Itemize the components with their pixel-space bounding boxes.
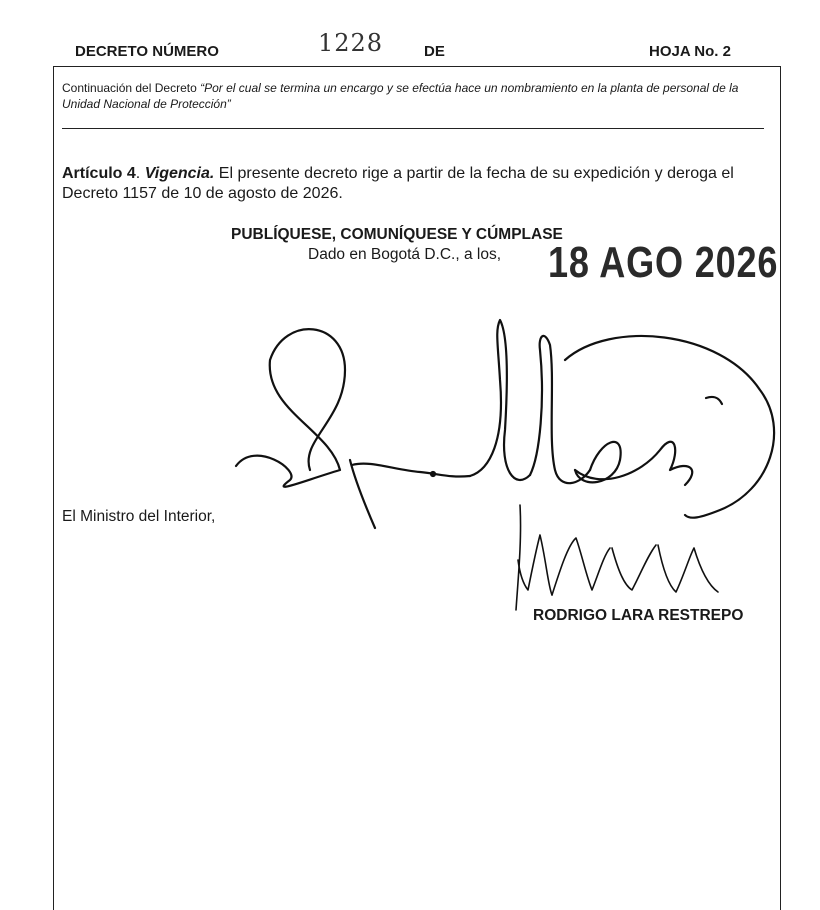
- article-text: El presente decreto rige a partir de la fecha de su expedición y deroga el Decreto 1157 de 10 de agosto de 2026.: [62, 165, 734, 202]
- publish-clause: PUBLÍQUESE, COMUNÍQUESE Y CÚMPLASE: [231, 226, 563, 243]
- page-number-label: HOJA No. 2: [649, 43, 731, 60]
- article-title: Vigencia.: [144, 165, 215, 182]
- decree-number: 1228: [318, 29, 384, 57]
- minister-title: El Ministro del Interior,: [62, 508, 216, 525]
- date-stamp: 18 AGO 2026: [548, 238, 779, 287]
- decree-number-label: DECRETO NÚMERO: [75, 43, 219, 60]
- article-label: Artículo 4: [62, 165, 136, 182]
- place-date-text: Dado en Bogotá D.C., a los,: [308, 246, 502, 263]
- signer-name: RODRIGO LARA RESTREPO: [533, 607, 744, 624]
- intro-quote: “Por el cual se termina un encargo y se efectúa hace un nombramiento en la planta de personal de la Unidad Nacional de Protección”: [62, 81, 739, 111]
- decree-date-label: DE: [424, 43, 445, 60]
- intro-prefix: Continuación del Decreto: [62, 81, 201, 95]
- article-paragraph: Artículo 4. Vigencia. El presente decreto rige a partir de la fecha de su expedición y deroga el Decreto 1157 de 10 de agosto de 2026.: [62, 165, 734, 202]
